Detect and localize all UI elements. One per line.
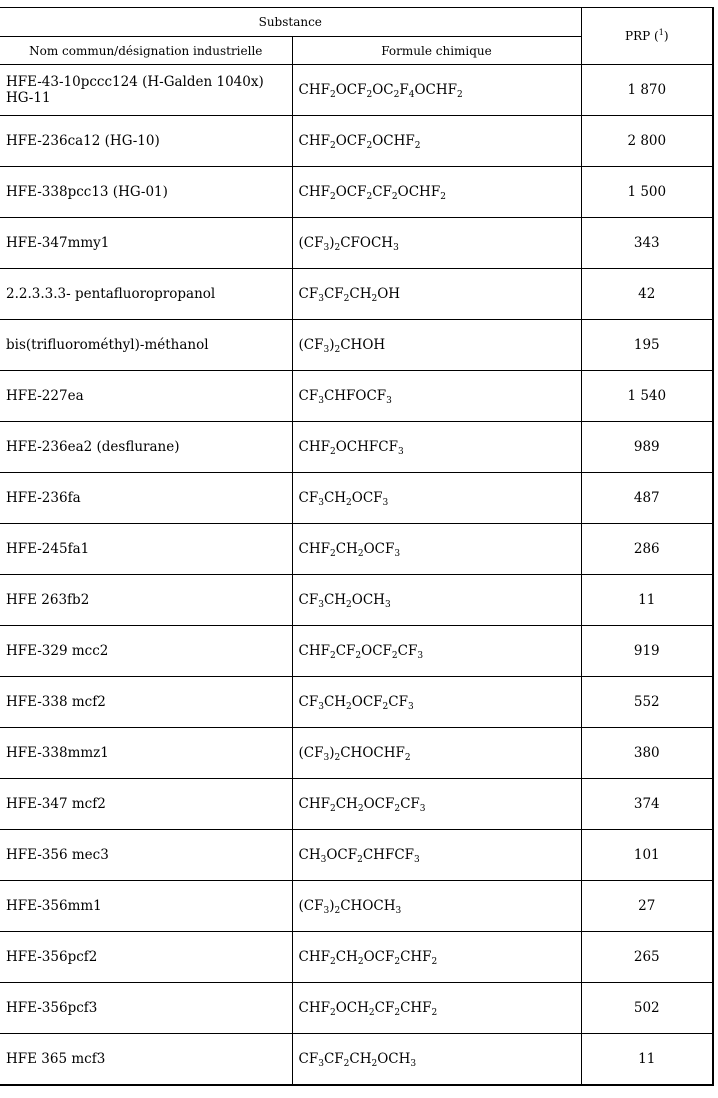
table-row: [0, 728, 713, 779]
table-row: [0, 524, 713, 575]
substance-name: HFE-43-10pccc124 (H-Galden 1040x) HG-11: [0, 65, 292, 116]
prp-value: 502: [581, 983, 713, 1034]
prp-value: 919: [581, 626, 713, 677]
chemical-formula: $(CF_3)_2CHOCH_3$: [292, 881, 581, 932]
chemical-formula: $CHF_2CF_2OCF_2CF_3$: [292, 626, 581, 677]
prp-value: 374: [581, 779, 713, 830]
table-row: [0, 677, 713, 728]
prp-header: [581, 8, 713, 65]
chemical-formula: $CF_3CH_2OCF_3$: [292, 473, 581, 524]
gwp-table: [0, 7, 714, 1086]
chemical-formula: $CHF_2CH_2OCF_3$: [292, 524, 581, 575]
chemical-formula: $(CF_3)_2CFOCH_3$: [292, 218, 581, 269]
prp-value: 42: [581, 269, 713, 320]
prp-value: 27: [581, 881, 713, 932]
formula-column-header: Formule chimique: [292, 37, 581, 65]
chemical-formula: $CHF_2OCF_2CF_2OCHF_2$: [292, 167, 581, 218]
substance-name: HFE-236ea2 (desflurane): [0, 422, 292, 473]
substance-name: bis(trifluorométhyl)-méthanol: [0, 320, 292, 371]
substance-name: HFE-356pcf3: [0, 983, 292, 1034]
table-row: [0, 473, 713, 524]
prp-value: 1 870: [581, 65, 713, 116]
chemical-formula: $CF_3CHFOCF_3$: [292, 371, 581, 422]
prp-header-label: PRP (: [625, 29, 659, 43]
substance-name: HFE-347 mcf2: [0, 779, 292, 830]
table-row: [0, 218, 713, 269]
substance-name: HFE-329 mcc2: [0, 626, 292, 677]
prp-value: 101: [581, 830, 713, 881]
table-row: [0, 65, 713, 116]
prp-value: 343: [581, 218, 713, 269]
prp-value: 195: [581, 320, 713, 371]
substance-name: HFE 365 mcf3: [0, 1034, 292, 1086]
table-row: [0, 422, 713, 473]
prp-value: 989: [581, 422, 713, 473]
table-row: [0, 167, 713, 218]
chemical-formula: $CH_3OCF_2CHFCF_3$: [292, 830, 581, 881]
table-row: [0, 626, 713, 677]
prp-value: 487: [581, 473, 713, 524]
chemical-formula: $CF_3CF_2CH_2OH$: [292, 269, 581, 320]
name-column-header: Nom commun/désignation industrielle: [0, 37, 292, 65]
chemical-formula: $(CF_3)_2CHOCHF_2$: [292, 728, 581, 779]
table-row: [0, 830, 713, 881]
table-row: [0, 575, 713, 626]
prp-value: 1 500: [581, 167, 713, 218]
substance-name: HFE-347mmy1: [0, 218, 292, 269]
prp-value: 11: [581, 575, 713, 626]
chemical-formula: $CHF_2OCH_2CF_2CHF_2$: [292, 983, 581, 1034]
table-row: [0, 116, 713, 167]
chemical-formula: $CF_3CH_2OCH_3$: [292, 575, 581, 626]
prp-header-close: ): [663, 29, 669, 43]
table-row: [0, 983, 713, 1034]
prp-value: 1 540: [581, 371, 713, 422]
chemical-formula: $CF_3CH_2OCF_2CF_3$: [292, 677, 581, 728]
prp-value: 552: [581, 677, 713, 728]
chemical-formula: $CHF_2CH_2OCF_2CF_3$: [292, 779, 581, 830]
table-row: [0, 371, 713, 422]
table-row: [0, 320, 713, 371]
substance-name: HFE-338mmz1: [0, 728, 292, 779]
table-row: [0, 932, 713, 983]
chemical-formula: $CF_3CF_2CH_2OCH_3$: [292, 1034, 581, 1086]
table-row: [0, 269, 713, 320]
substance-name: HFE-356 mec3: [0, 830, 292, 881]
prp-footnote-marker: 1: [658, 28, 664, 37]
substance-name: HFE-245fa1: [0, 524, 292, 575]
substance-name: HFE-356mm1: [0, 881, 292, 932]
substance-name: HFE-236fa: [0, 473, 292, 524]
substance-name: HFE-338pcc13 (HG-01): [0, 167, 292, 218]
substance-name: HFE-227ea: [0, 371, 292, 422]
chemical-formula: $CHF_2OCHFCF_3$: [292, 422, 581, 473]
table-row: [0, 1034, 713, 1086]
chemical-formula: $CHF_2OCF_2OCHF_2$: [292, 116, 581, 167]
substance-header: Substance: [0, 8, 581, 37]
substance-name: HFE 263fb2: [0, 575, 292, 626]
chemical-formula: $CHF_2OCF_2OC_2F_4OCHF_2$: [292, 65, 581, 116]
substance-name: 2.2.3.3.3- pentafluoropropanol: [0, 269, 292, 320]
table-row: [0, 881, 713, 932]
prp-value: 286: [581, 524, 713, 575]
substance-name: HFE-236ca12 (HG-10): [0, 116, 292, 167]
table-row: [0, 779, 713, 830]
chemical-formula: $CHF_2CH_2OCF_2CHF_2$: [292, 932, 581, 983]
substance-name: HFE-356pcf2: [0, 932, 292, 983]
prp-value: 2 800: [581, 116, 713, 167]
prp-value: 11: [581, 1034, 713, 1086]
chemical-formula: $(CF_3)_2CHOH$: [292, 320, 581, 371]
prp-value: 265: [581, 932, 713, 983]
prp-value: 380: [581, 728, 713, 779]
substance-name: HFE-338 mcf2: [0, 677, 292, 728]
